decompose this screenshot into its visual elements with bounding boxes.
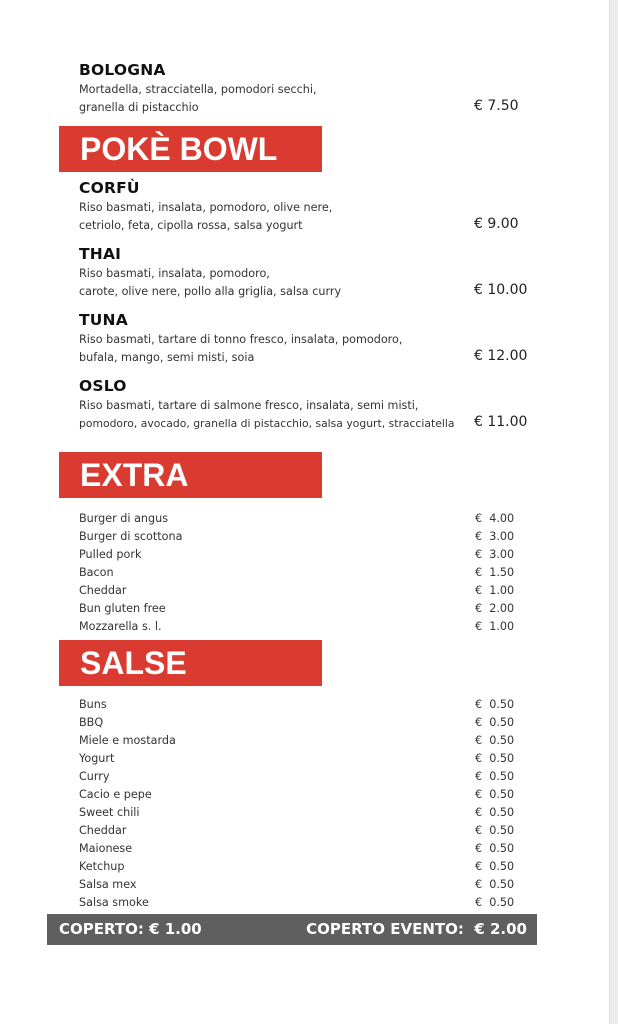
list-item bbox=[79, 512, 519, 530]
item-oslo-name: OSLO bbox=[79, 377, 127, 395]
item-price: € 0.50 bbox=[475, 878, 515, 891]
item-name: Bacon bbox=[79, 566, 114, 579]
item-name: Salsa mex bbox=[79, 878, 137, 891]
item-price: € 3.00 bbox=[475, 530, 515, 543]
item-name: Ketchup bbox=[79, 860, 125, 873]
item-price: € 0.50 bbox=[475, 752, 515, 765]
section-banner-poke-bowl bbox=[59, 126, 322, 172]
list-item bbox=[79, 878, 519, 896]
item-name: Bun gluten free bbox=[79, 602, 166, 615]
coperto-footer bbox=[47, 914, 537, 945]
list-item bbox=[79, 824, 519, 842]
coperto-label: COPERTO: € 1.00 bbox=[59, 920, 202, 938]
item-thai-desc-2: carote, olive nere, pollo alla griglia, salsa curry bbox=[79, 285, 342, 298]
item-name: Yogurt bbox=[79, 752, 115, 765]
item-price: € 1.00 bbox=[475, 584, 515, 597]
item-bologna-price: € 7.50 bbox=[474, 98, 519, 114]
item-name: Sweet chili bbox=[79, 806, 140, 819]
item-thai-price: € 10.00 bbox=[474, 282, 528, 298]
section-title-salse: SALSE bbox=[80, 645, 187, 681]
item-price: € 4.00 bbox=[475, 512, 515, 525]
item-tuna-desc-2: bufala, mango, semi misti, soia bbox=[79, 351, 255, 364]
item-name: Buns bbox=[79, 698, 107, 711]
section-banner-extra bbox=[59, 452, 322, 498]
section-title-poke-bowl: POKÈ BOWL bbox=[80, 131, 278, 167]
list-item bbox=[79, 752, 519, 770]
item-corfu-desc-1: Riso basmati, insalata, pomodoro, olive nere, bbox=[79, 201, 333, 214]
list-item bbox=[79, 842, 519, 860]
list-item bbox=[79, 860, 519, 878]
item-price: € 1.50 bbox=[475, 566, 515, 579]
list-item bbox=[79, 620, 519, 638]
item-name: Miele e mostarda bbox=[79, 734, 176, 747]
list-item bbox=[79, 770, 519, 788]
list-item bbox=[79, 806, 519, 824]
list-item bbox=[79, 896, 519, 914]
item-price: € 0.50 bbox=[475, 788, 515, 801]
item-oslo-price: € 11.00 bbox=[474, 414, 528, 430]
item-name: Burger di angus bbox=[79, 512, 169, 525]
item-price: € 0.50 bbox=[475, 698, 515, 711]
list-item bbox=[79, 602, 519, 620]
item-name: Mozzarella s. l. bbox=[79, 620, 162, 633]
item-corfu-desc-2: cetriolo, feta, cipolla rossa, salsa yogurt bbox=[79, 219, 303, 232]
section-title-extra: EXTRA bbox=[80, 457, 189, 493]
item-price: € 0.50 bbox=[475, 734, 515, 747]
item-price: € 1.00 bbox=[475, 620, 515, 633]
item-price: € 2.00 bbox=[475, 602, 515, 615]
list-item bbox=[79, 584, 519, 602]
item-name: Maionese bbox=[79, 842, 133, 855]
item-price: € 3.00 bbox=[475, 548, 515, 561]
item-name: Cheddar bbox=[79, 584, 127, 597]
list-item bbox=[79, 566, 519, 584]
item-tuna-desc-1: Riso basmati, tartare di tonno fresco, insalata, pomodoro, bbox=[79, 333, 403, 346]
list-item bbox=[79, 716, 519, 734]
section-banner-salse bbox=[59, 640, 322, 686]
item-corfu-name: CORFÙ bbox=[79, 179, 140, 197]
item-price: € 0.50 bbox=[475, 842, 515, 855]
item-price: € 0.50 bbox=[475, 896, 515, 909]
item-oslo-desc-2: pomodoro, avocado, granella di pistacchio, salsa yogurt, stracciatella bbox=[79, 417, 455, 430]
item-name: Cacio e pepe bbox=[79, 788, 152, 801]
item-name: Cheddar bbox=[79, 824, 127, 837]
list-item bbox=[79, 734, 519, 752]
list-item bbox=[79, 698, 519, 716]
item-price: € 0.50 bbox=[475, 716, 515, 729]
page-edge bbox=[609, 0, 618, 1024]
item-bologna-desc-1: Mortadella, stracciatella, pomodori secchi, bbox=[79, 83, 317, 96]
item-tuna-name: TUNA bbox=[79, 311, 128, 329]
item-price: € 0.50 bbox=[475, 806, 515, 819]
list-item bbox=[79, 530, 519, 548]
item-oslo-desc-1: Riso basmati, tartare di salmone fresco, insalata, semi misti, bbox=[79, 399, 419, 412]
item-bologna-desc-2: granella di pistacchio bbox=[79, 101, 199, 114]
item-price: € 0.50 bbox=[475, 860, 515, 873]
coperto-evento-label: COPERTO EVENTO: € 2.00 bbox=[306, 920, 527, 938]
item-price: € 0.50 bbox=[475, 824, 515, 837]
item-price: € 0.50 bbox=[475, 770, 515, 783]
list-item bbox=[79, 788, 519, 806]
item-name: BBQ bbox=[79, 716, 104, 729]
item-name: Salsa smoke bbox=[79, 896, 149, 909]
item-name: Pulled pork bbox=[79, 548, 142, 561]
item-thai-desc-1: Riso basmati, insalata, pomodoro, bbox=[79, 267, 270, 280]
item-name: Curry bbox=[79, 770, 110, 783]
item-name: Burger di scottona bbox=[79, 530, 183, 543]
item-thai-name: THAI bbox=[79, 245, 122, 263]
item-corfu-price: € 9.00 bbox=[474, 216, 519, 232]
list-item bbox=[79, 548, 519, 566]
item-tuna-price: € 12.00 bbox=[474, 348, 528, 364]
item-bologna-name: BOLOGNA bbox=[79, 61, 166, 79]
